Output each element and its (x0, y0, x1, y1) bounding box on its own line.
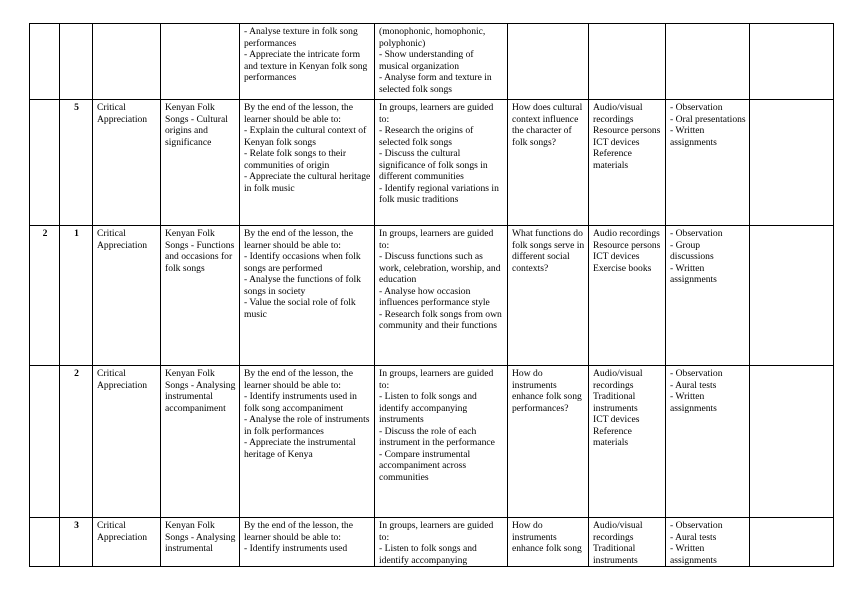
learning-resources-cell (589, 518, 666, 567)
learning-resources-cell (589, 24, 666, 100)
reflection-cell (750, 100, 834, 226)
learning-experiences-line: - Discuss the cultural significance of folk songs in different communities (379, 148, 488, 182)
learning-experiences-line: - Research the origins of selected folk songs (379, 125, 474, 148)
learning-outcomes-line: - Relate folk songs to their communities of origin (244, 148, 347, 171)
inquiry-question-cell (508, 518, 589, 567)
learning-experiences-cell (375, 518, 508, 567)
sub-strand-cell: Kenyan Folk Songs - Cultural origins and significance (161, 100, 240, 226)
strand-cell: Critical Appreciation (93, 518, 161, 567)
learning-resources-line: Audio recordings (593, 228, 660, 239)
lesson-cell: 5 (60, 100, 93, 226)
assessment-cell (666, 100, 750, 226)
learning-experiences-cell (375, 24, 508, 100)
lesson-cell: 3 (60, 518, 93, 567)
learning-experiences-line: - Compare instrumental accompaniment across communities (379, 448, 471, 483)
sub-strand-cell: Kenyan Folk Songs - Functions and occasions for folk songs (161, 226, 240, 366)
learning-resources-line: Traditional instruments (593, 543, 638, 566)
inquiry-question-line: How do instruments enhance folk song performances? (512, 368, 582, 414)
lesson-cell: 1 (60, 226, 93, 366)
learning-experiences-line: (monophonic, homophonic, polyphonic) (379, 26, 486, 49)
learning-outcomes-cell (240, 518, 375, 567)
learning-experiences-line: - Show understanding of musical organization (379, 49, 474, 72)
inquiry-question-line: How does cultural context influence the character of folk songs? (512, 102, 583, 148)
learning-outcomes-line: By the end of the lesson, the learner should be able to: (244, 102, 353, 125)
learning-experiences-cell (375, 226, 508, 366)
learning-experiences-cell (375, 366, 508, 518)
learning-resources-cell (589, 226, 666, 366)
assessment-cell (666, 518, 750, 567)
inquiry-question-cell (508, 366, 589, 518)
assessment-line: - Oral presentations (670, 113, 746, 125)
learning-outcomes-line: - Value the social role of folk music (244, 297, 356, 320)
strand-cell: Critical Appreciation (93, 366, 161, 518)
assessment-line: - Observation (670, 520, 723, 531)
assessment-line: - Observation (670, 228, 723, 239)
strand-cell (93, 24, 161, 100)
assessment-line: - Aural tests (670, 379, 717, 391)
strand-cell: Critical Appreciation (93, 226, 161, 366)
learning-resources-line: ICT devices (593, 251, 640, 262)
table-body (30, 24, 834, 567)
learning-outcomes-line: - Identify instruments used in folk song accompaniment (244, 391, 357, 414)
week-cell (30, 366, 60, 518)
assessment-cell (666, 366, 750, 518)
learning-experiences-line: In groups, learners are guided to: (379, 520, 494, 543)
assessment-line: - Observation (670, 102, 723, 113)
inquiry-question-cell (508, 226, 589, 366)
assessment-line: - Written assignments (670, 543, 717, 566)
learning-experiences-line: - Discuss functions such as work, celebration, worship, and education (379, 251, 501, 285)
inquiry-question-line: How do instruments enhance folk song (512, 520, 582, 554)
learning-resources-cell (589, 100, 666, 226)
learning-resources-line: Audio/visual recordings (593, 368, 643, 391)
learning-resources-line: Exercise books (593, 262, 652, 274)
assessment-line: - Observation (670, 368, 723, 379)
learning-resources-line: Resource persons (593, 125, 661, 136)
learning-experiences-cell (375, 100, 508, 226)
learning-resources-line: Reference materials (593, 148, 632, 171)
assessment-cell (666, 24, 750, 100)
sub-strand-cell: Kenyan Folk Songs - Analysing instrumental accompaniment (161, 366, 240, 518)
inquiry-question-cell (508, 100, 589, 226)
learning-resources-line: Traditional instruments (593, 391, 638, 414)
learning-resources-line: Audio/visual recordings (593, 520, 643, 543)
week-cell: 2 (30, 226, 60, 366)
learning-resources-line: Audio/visual recordings (593, 102, 643, 125)
assessment-line: - Group discussions (670, 239, 714, 262)
learning-resources-cell (589, 366, 666, 518)
assessment-cell (666, 226, 750, 366)
learning-outcomes-line: - Appreciate the cultural heritage in folk music (244, 171, 371, 194)
assessment-line: - Written assignments (670, 391, 717, 414)
learning-outcomes-cell (240, 24, 375, 100)
learning-outcomes-line: - Analyse texture in folk song performances (244, 26, 358, 49)
table-row (30, 518, 834, 567)
lesson-cell: 2 (60, 366, 93, 518)
week-cell (30, 518, 60, 567)
inquiry-question-cell (508, 24, 589, 100)
learning-outcomes-line: - Appreciate the intricate form and texture in Kenyan folk song performances (244, 49, 368, 83)
learning-experiences-line: In groups, learners are guided to: (379, 228, 494, 251)
assessment-line: - Aural tests (670, 531, 717, 543)
week-cell (30, 100, 60, 226)
inquiry-question-line: What functions do folk songs serve in different social contexts? (512, 228, 585, 274)
learning-outcomes-line: - Analyse the role of instruments in folk performances (244, 414, 370, 437)
week-cell (30, 24, 60, 100)
reflection-cell (750, 518, 834, 567)
table-row (30, 366, 834, 518)
learning-experiences-line: - Analyse form and texture in selected folk songs (379, 72, 492, 95)
learning-experiences-line: - Discuss the role of each instrument in the performance (379, 425, 495, 448)
table-row (30, 100, 834, 226)
learning-experiences-line: In groups, learners are guided to: (379, 368, 494, 391)
learning-outcomes-line: By the end of the lesson, the learner should be able to: (244, 520, 353, 543)
table-row (30, 24, 834, 100)
learning-experiences-line: In groups, learners are guided to: (379, 102, 494, 125)
learning-resources-line: ICT devices (593, 136, 640, 148)
learning-outcomes-line: - Appreciate the instrumental heritage of Kenya (244, 437, 356, 460)
learning-outcomes-line: - Explain the cultural context of Kenyan folk songs (244, 125, 367, 148)
assessment-line: - Written assignments (670, 125, 717, 148)
reflection-cell (750, 24, 834, 100)
learning-experiences-line: - Listen to folk songs and identify accompanying (379, 543, 477, 566)
reflection-cell (750, 226, 834, 366)
learning-outcomes-line: By the end of the lesson, the learner should be able to: (244, 228, 353, 251)
sub-strand-cell: Kenyan Folk Songs - Analysing instrumental (161, 518, 240, 567)
learning-outcomes-cell (240, 366, 375, 518)
learning-outcomes-cell (240, 100, 375, 226)
learning-outcomes-cell (240, 226, 375, 366)
learning-outcomes-line: - Identify occasions when folk songs are performed (244, 251, 361, 274)
strand-cell: Critical Appreciation (93, 100, 161, 226)
learning-resources-line: Reference materials (593, 425, 632, 448)
learning-outcomes-line: By the end of the lesson, the learner should be able to: (244, 368, 353, 391)
learning-experiences-line: - Listen to folk songs and identify accompanying instruments (379, 391, 477, 425)
learning-outcomes-line: - Analyse the functions of folk songs in society (244, 274, 361, 297)
learning-resources-line: Resource persons (593, 239, 661, 251)
lesson-cell (60, 24, 93, 100)
learning-experiences-line: - Analyse how occasion influences performance style (379, 285, 490, 308)
reflection-cell (750, 366, 834, 518)
learning-resources-line: ICT devices (593, 414, 640, 425)
table-row (30, 226, 834, 366)
learning-outcomes-line: - Identify instruments used (244, 543, 348, 554)
scheme-of-work-table (29, 23, 834, 567)
assessment-line: - Written assignments (670, 262, 717, 285)
learning-experiences-line: - Research folk songs from own community and their functions (379, 308, 502, 331)
sub-strand-cell (161, 24, 240, 100)
learning-experiences-line: - Identify regional variations in folk music traditions (379, 182, 499, 205)
